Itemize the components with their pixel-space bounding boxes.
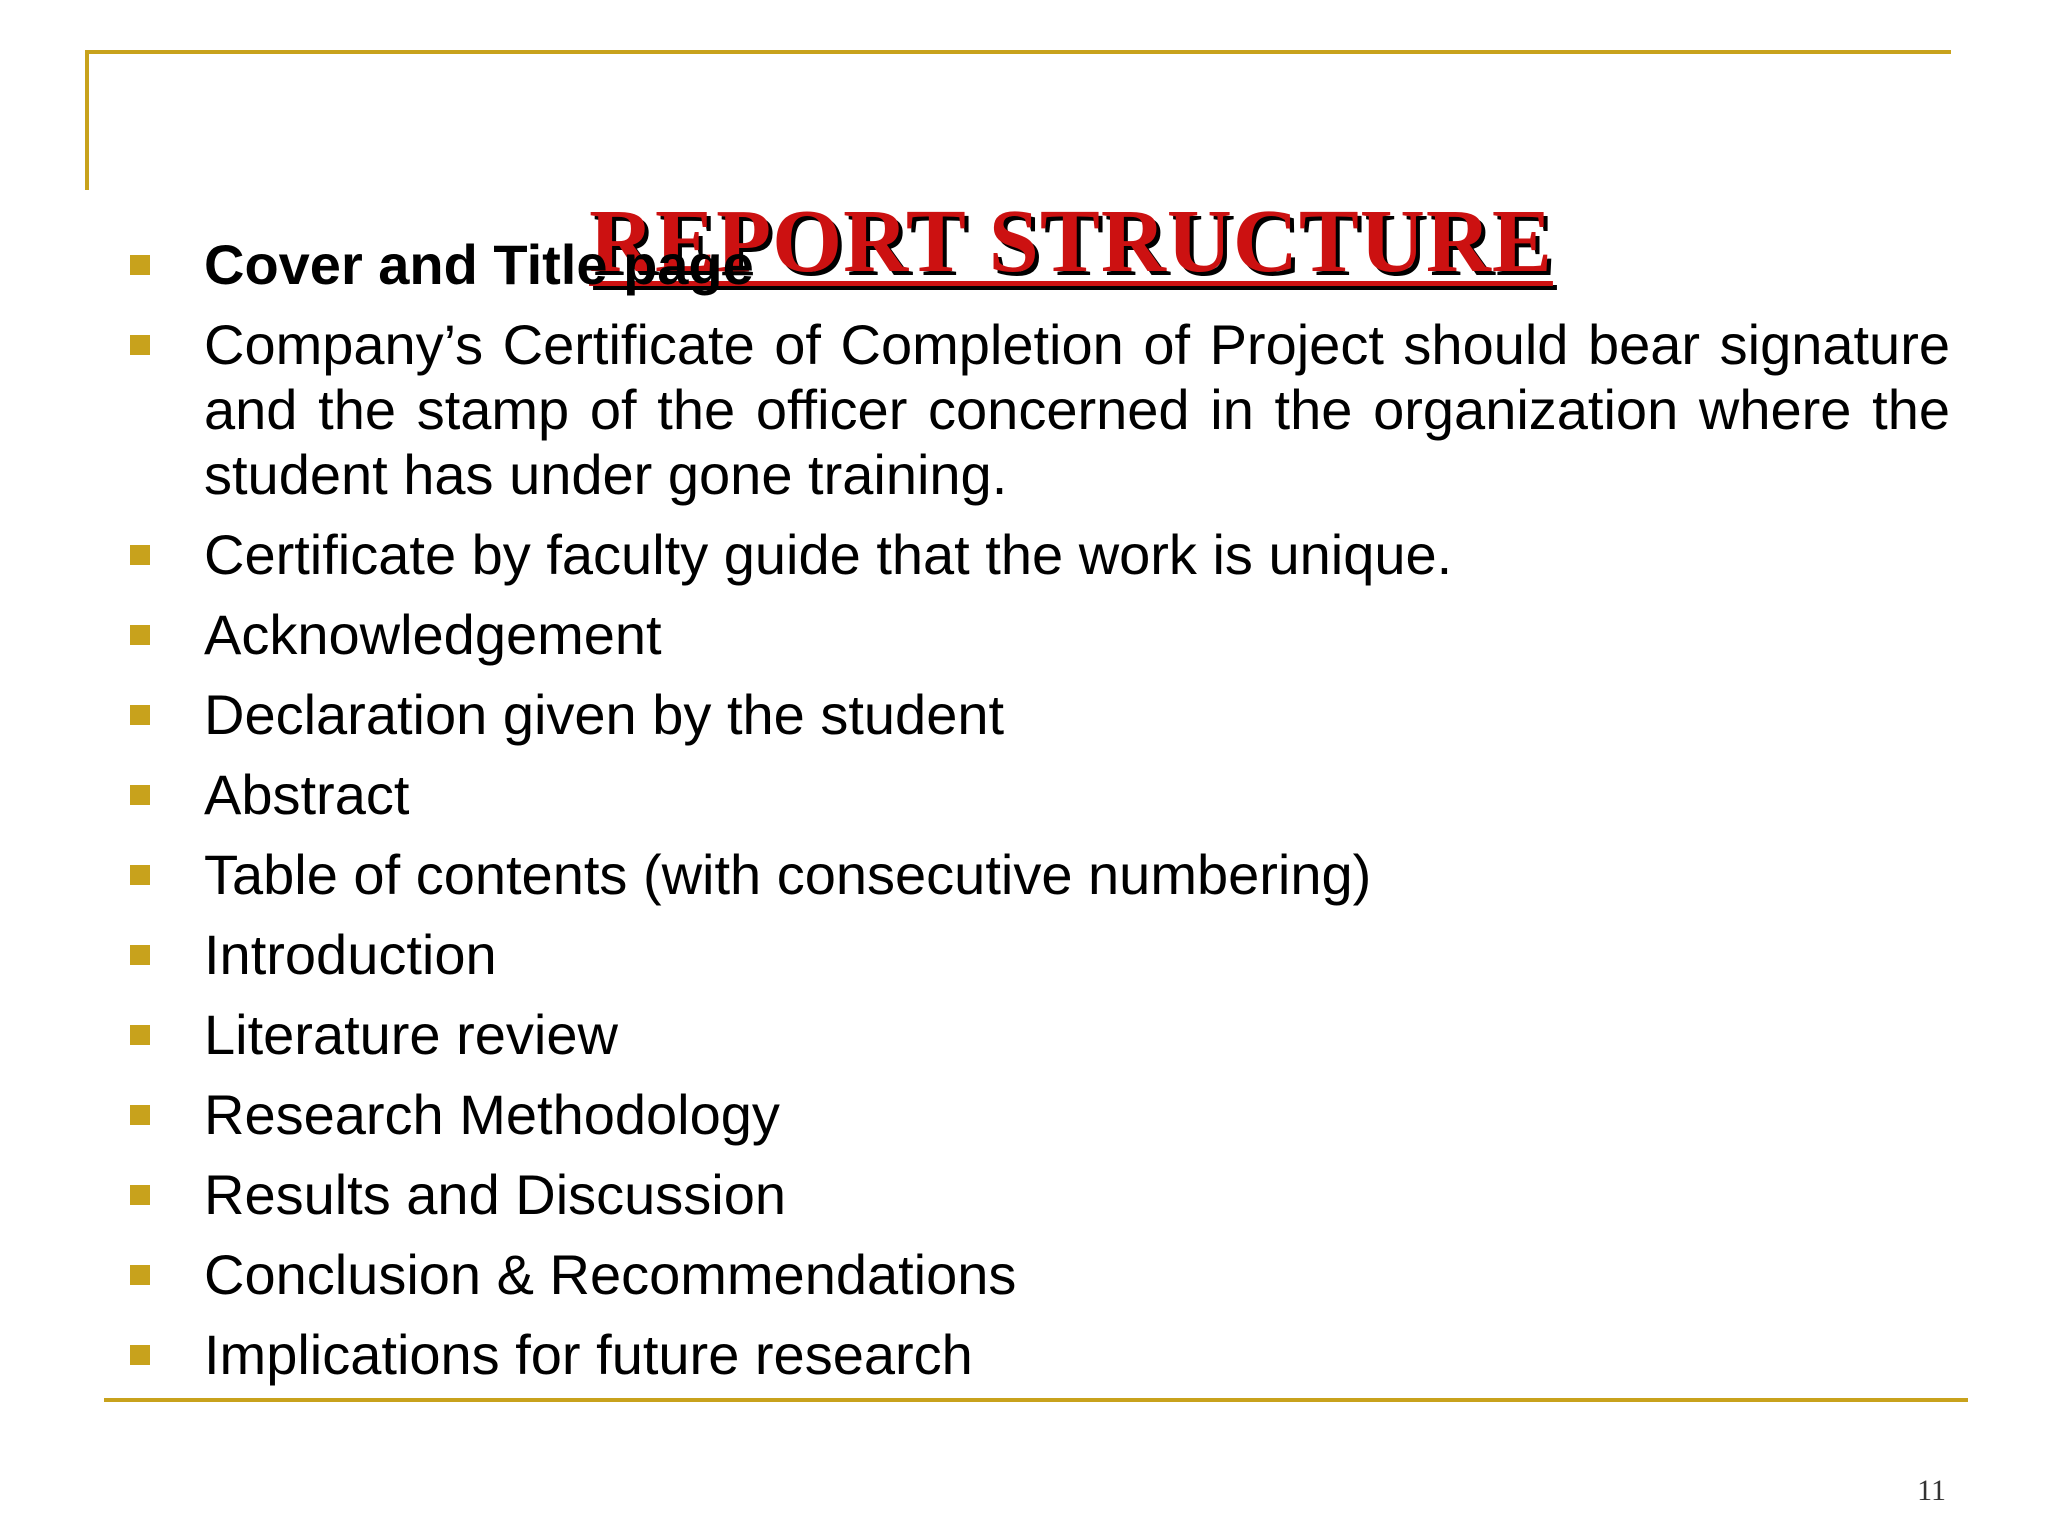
list-item-text: Cover and Title page <box>204 233 754 296</box>
frame-bottom-line <box>104 1398 1968 1402</box>
list-item-text: Certificate by faculty guide that the work is unique. <box>204 523 1453 586</box>
list-item-text: Results and Discussion <box>204 1163 787 1226</box>
list-item <box>120 1162 1950 1227</box>
square-bullet-icon <box>130 625 150 645</box>
list-item-text: Abstract <box>204 763 410 826</box>
square-bullet-icon <box>130 1025 150 1045</box>
list-item <box>120 522 1950 587</box>
bullet-list <box>120 232 1950 1402</box>
list-item <box>120 842 1950 907</box>
list-item <box>120 1002 1950 1067</box>
square-bullet-icon <box>130 255 150 275</box>
slide-title: REPORT STRUCTURE <box>589 192 1553 291</box>
list-item <box>120 232 1950 297</box>
square-bullet-icon <box>130 545 150 565</box>
list-item <box>120 922 1950 987</box>
list-item <box>120 602 1950 667</box>
list-item <box>120 762 1950 827</box>
square-bullet-icon <box>130 335 150 355</box>
list-item-text: Declaration given by the student <box>204 683 1005 746</box>
square-bullet-icon <box>130 865 150 885</box>
square-bullet-icon <box>130 1105 150 1125</box>
list-item-text: Company’s Certificate of Completion of Project should bear signature and the stamp of the officer concerned in the organization where the student has under gone training. <box>204 313 1950 506</box>
list-item-text: Table of contents (with consecutive numbering) <box>204 843 1372 906</box>
square-bullet-icon <box>130 945 150 965</box>
page-number: 11 <box>1917 1474 1946 1507</box>
square-bullet-icon <box>130 1265 150 1285</box>
list-item <box>120 1242 1950 1307</box>
square-bullet-icon <box>130 705 150 725</box>
list-item-text: Conclusion & Recommendations <box>204 1243 1017 1306</box>
list-item-text: Introduction <box>204 923 497 986</box>
frame-top-line <box>85 50 1951 54</box>
square-bullet-icon <box>130 1345 150 1365</box>
list-item-text: Acknowledgement <box>204 603 662 666</box>
list-item <box>120 1082 1950 1147</box>
list-item-text: Literature review <box>204 1003 618 1066</box>
square-bullet-icon <box>130 1185 150 1205</box>
square-bullet-icon <box>130 785 150 805</box>
list-item-text: Research Methodology <box>204 1083 780 1146</box>
list-item <box>120 312 1950 507</box>
list-item <box>120 1322 1950 1387</box>
list-item <box>120 682 1950 747</box>
list-item-text: Implications for future research <box>204 1323 973 1386</box>
